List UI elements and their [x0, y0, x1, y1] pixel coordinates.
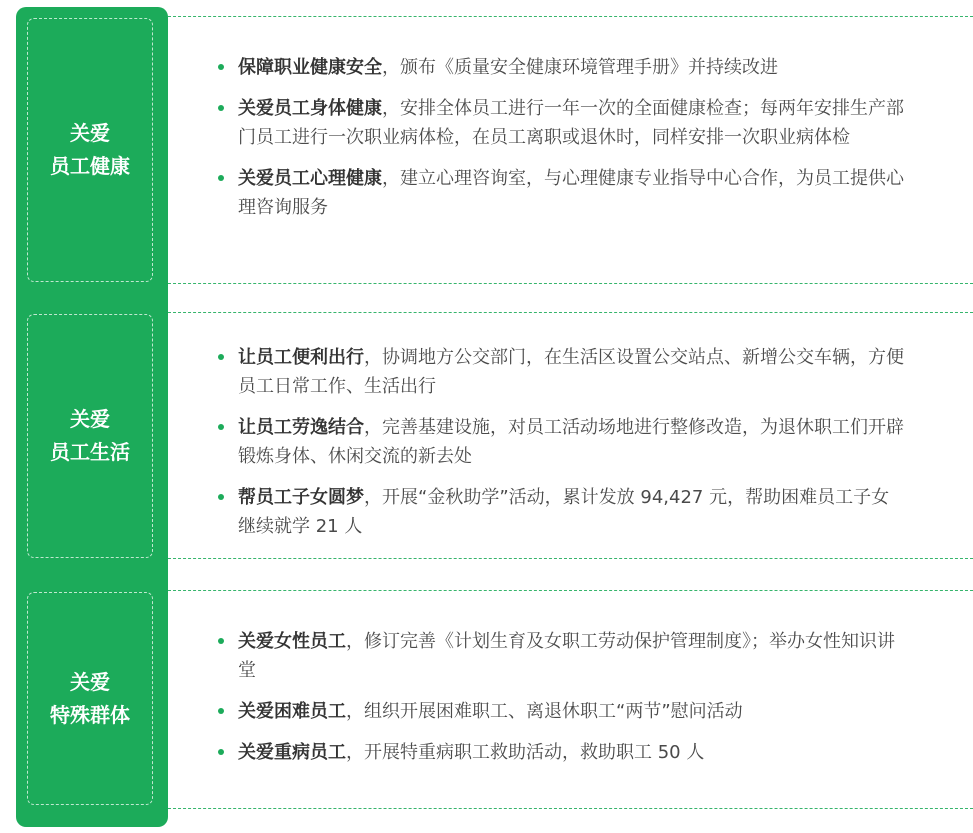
list-item: 让员工便利出行，协调地方公交部门，在生活区设置公交站点、新增公交车辆，方便员工日常工作、生活出行 — [216, 343, 906, 401]
section-divider — [168, 312, 973, 313]
list-item: 帮员工子女圆梦，开展“金秋助学”活动，累计发放 94,427 元，帮助困难员工子女继续就学 21 人 — [216, 483, 906, 541]
section-divider — [168, 16, 973, 17]
section-divider — [168, 590, 973, 591]
section-health-list — [216, 53, 906, 234]
list-item: 让员工劳逸结合，完善基建设施，对员工活动场地进行整修改造，为退休职工们开辟锻炼身体、休闲交流的新去处 — [216, 413, 906, 471]
category-label: 关爱 特殊群体 — [50, 669, 130, 727]
list-item: 关爱女性员工，修订完善《计划生育及女职工劳动保护管理制度》；举办女性知识讲堂 — [216, 627, 906, 685]
category-box-health — [27, 18, 153, 282]
section-divider — [168, 808, 973, 809]
list-item: 保障职业健康安全，颁布《质量安全健康环境管理手册》并持续改进 — [216, 53, 906, 82]
list-item: 关爱困难员工，组织开展困难职工、离退休职工“两节”慰问活动 — [216, 697, 906, 726]
category-box-life — [27, 314, 153, 558]
category-label: 关爱 员工生活 — [50, 407, 130, 464]
section-divider — [168, 558, 973, 559]
category-box-special-groups — [27, 592, 153, 805]
section-divider — [168, 283, 973, 284]
list-item: 关爱重病员工，开展特重病职工救助活动，救助职工 50 人 — [216, 738, 906, 767]
section-special-groups-list — [216, 627, 906, 779]
section-life-list — [216, 343, 906, 553]
category-label: 关爱 员工健康 — [50, 121, 130, 178]
list-item: 关爱员工心理健康，建立心理咨询室，与心理健康专业指导中心合作，为员工提供心理咨询服务 — [216, 164, 906, 222]
list-item: 关爱员工身体健康，安排全体员工进行一年一次的全面健康检查；每两年安排生产部门员工进行一次职业病体检，在员工离职或退休时，同样安排一次职业病体检 — [216, 94, 906, 152]
